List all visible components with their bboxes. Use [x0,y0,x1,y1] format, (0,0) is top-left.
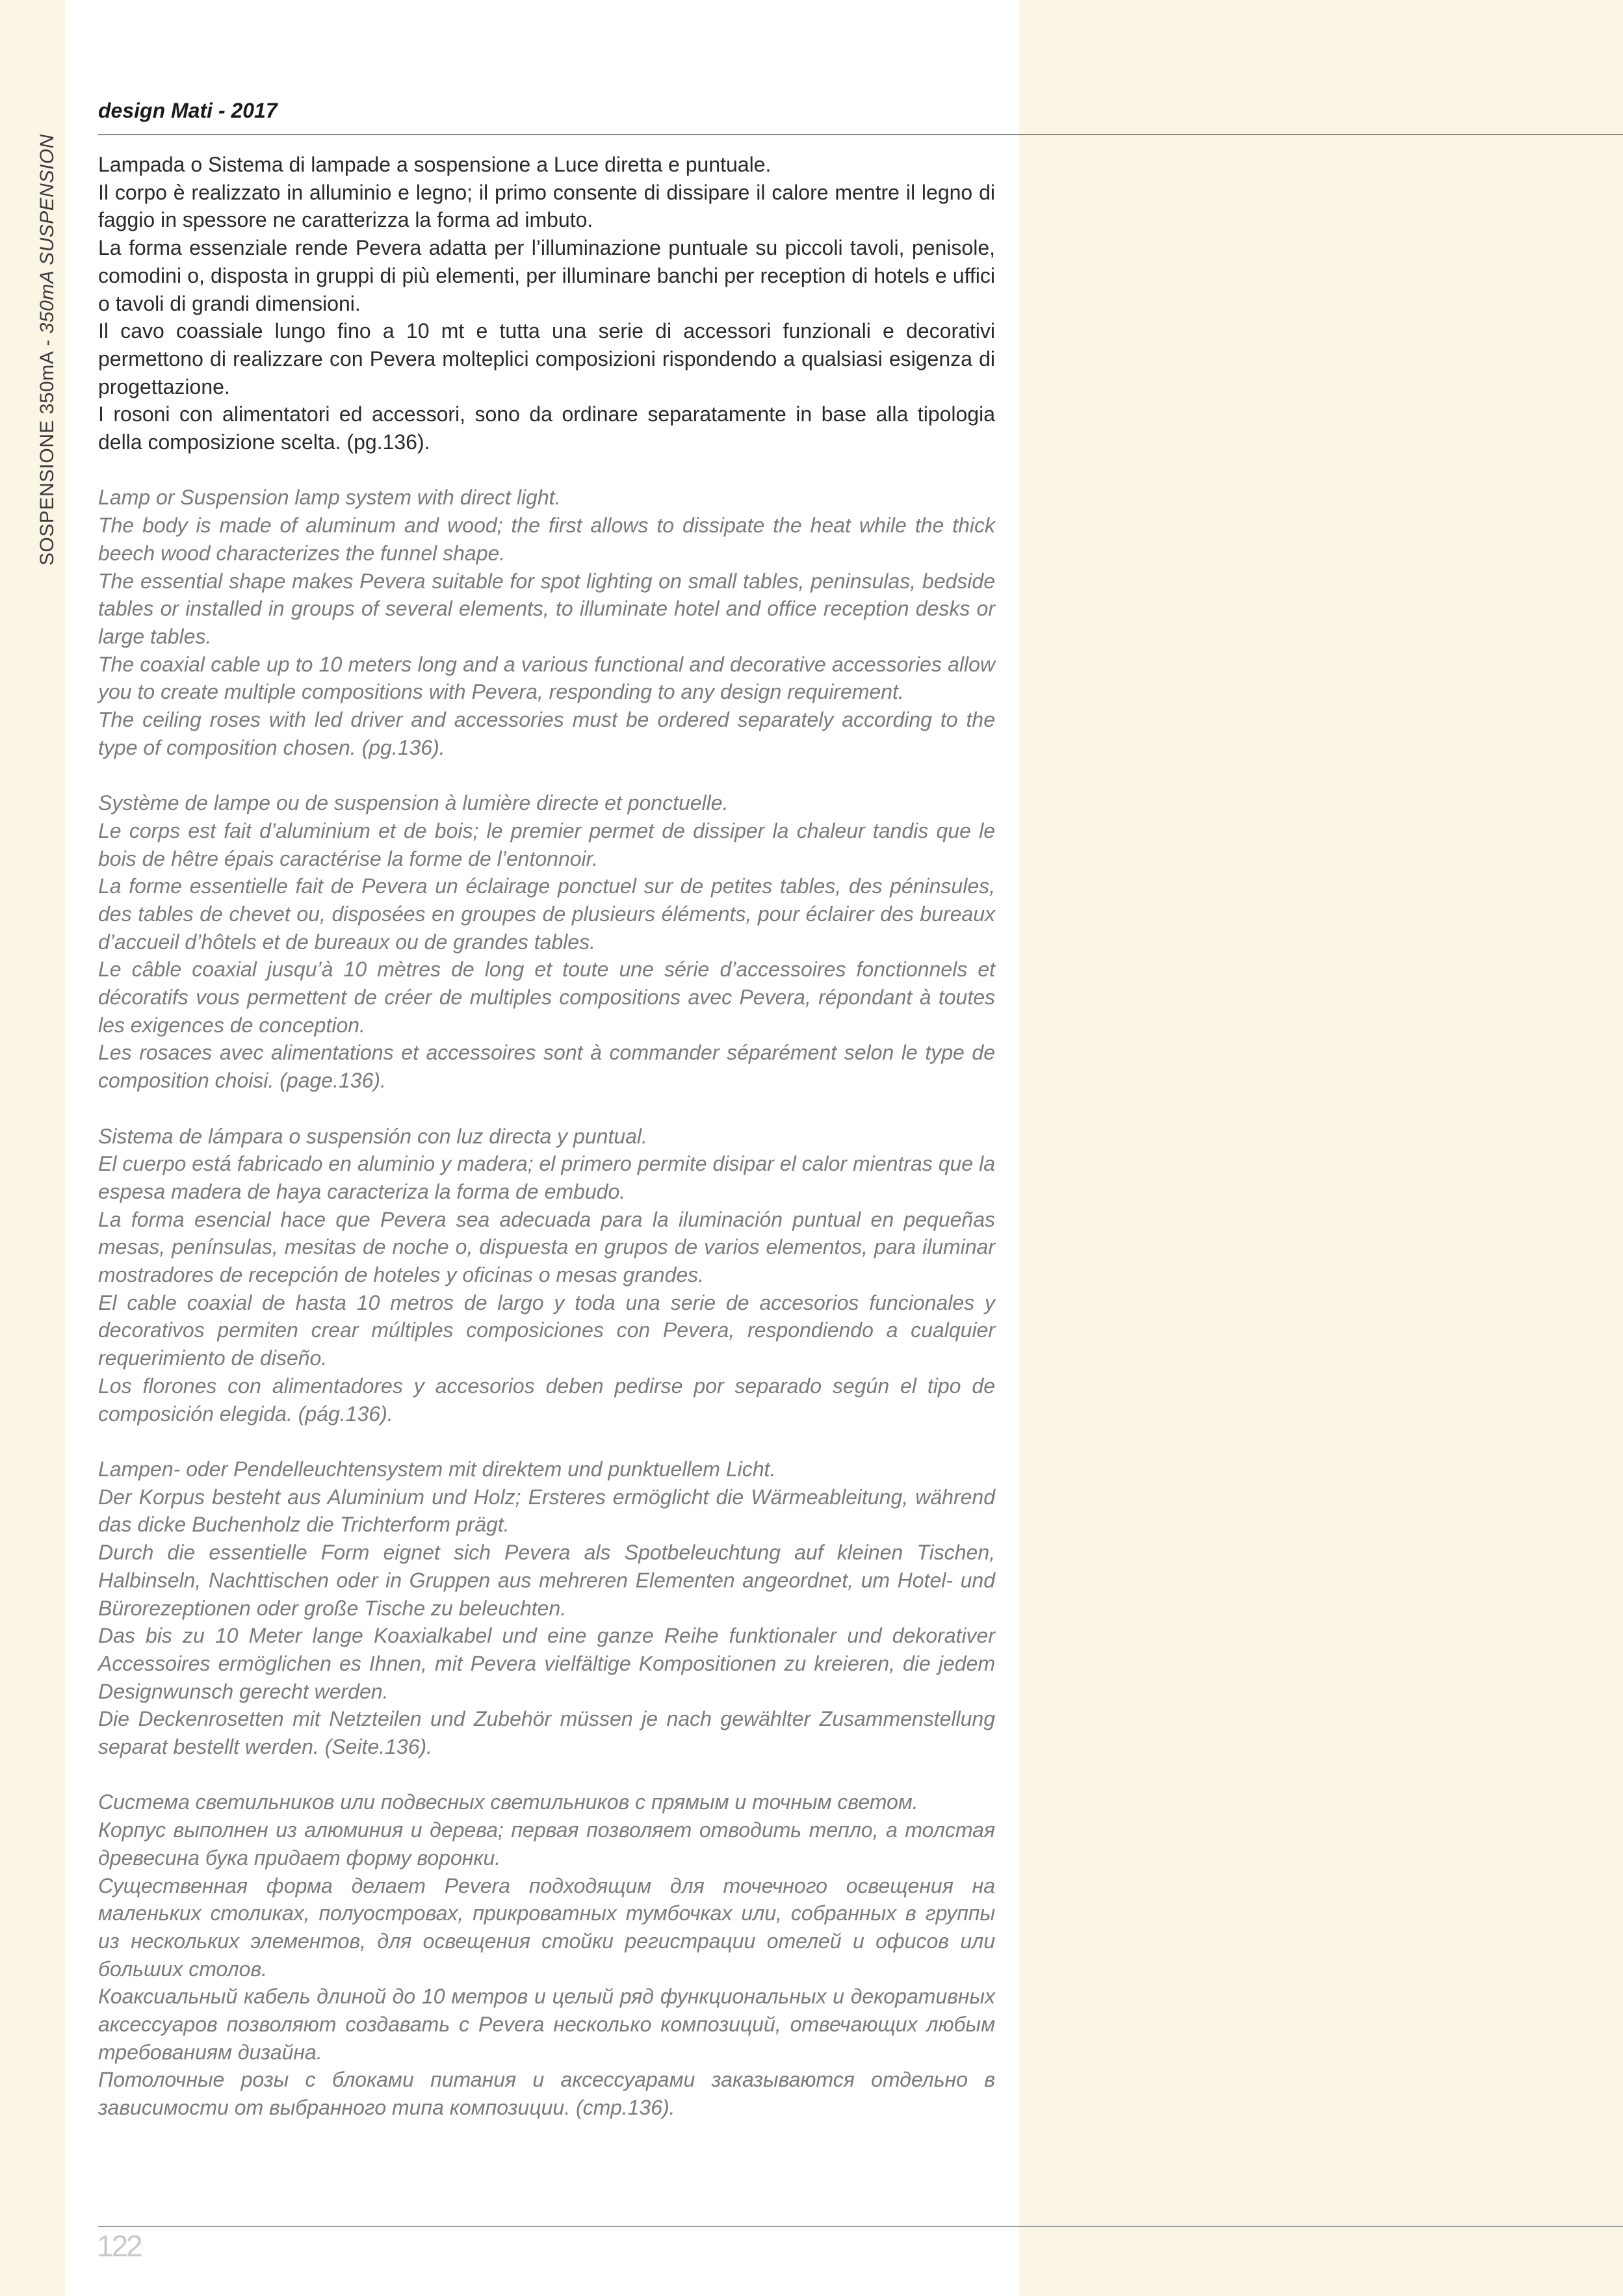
description-line: Die Deckenrosetten mit Netzteilen und Zubehör müssen je nach gewählter Zusammenstellung separat bestellt werden. (Seite.136). [98,1707,995,1759]
section-label-regular: SOSPENSIONE 350mA - [36,333,58,566]
description-line: Потолочные розы с блоками питания и аксессуарами заказываются отдельно в зависимости от выбранного типа композиции. (стр.136). [98,2068,995,2120]
description-line: Корпус выполнен из алюминия и дерева; первая позволяет отводить тепло, а толстая древесина бука придает форму воронки. [98,1818,995,1870]
description-line: La forma essenziale rende Pevera adatta per l’illuminazione puntuale su piccoli tavoli, penisole, comodini o, disposta in gruppi di più elementi, per illuminare banchi per reception di hotels e uffici o tavoli di grandi dimensioni. [98,236,995,315]
description-line: I rosoni con alimentatori ed accessori, sono da ordinare separatamente in base alla tipologia della composizione scelta. (pg.136). [98,402,995,454]
description-line: Lampada o Sistema di lampade a sospensione a Luce diretta e puntuale. [98,153,772,176]
footer-rule [98,2226,1623,2227]
description-line: Il cavo coassiale lungo fino a 10 mt e tutta una serie di accessori funzionali e decorativi permettono di realizzare con Pevera molteplici composizioni rispondendo a qualsiasi esigenza di progettazione. [98,319,995,398]
description-line: Существенная форма делает Pevera подходящим для точечного освещения на маленьких столиках, полуостровах, прикроватных тумбочках или, собранных в группы из нескольких элементов, для освещения стойки регистрации отелей и офисов или больших столов. [98,1873,995,1981]
description-line: Коаксиальный кабель длиной до 10 метров и целый ряд функциональных и декоративных аксессуаров позволяют создавать с Pevera несколько композиций, отвечающих любым требованиям дизайна. [98,1985,995,2064]
description-line: Les rosaces avec alimentations et accessoires sont à commander séparément selon le type de composition choisi. (page.136). [98,1041,995,1093]
vertical-section-label [36,134,58,566]
description-line: Система светильников или подвесных светильников с прямым и точным светом. [98,1790,918,1814]
header-rule [98,134,1623,135]
designer-year-title: design Mati - 2017 [98,99,278,122]
page-number: 122 [97,2229,141,2263]
description-line: Système de lampe ou de suspension à lumière directe et ponctuelle. [98,791,729,815]
description-line: The body is made of aluminum and wood; the first allows to dissipate the heat while the thick beech wood characterizes the funnel shape. [98,514,995,565]
description-line: La forma esencial hace que Pevera sea adecuada para la iluminación puntual en pequeñas mesas, penínsulas, mesitas de noche o, dispuesta en grupos de varios elementos, para iluminar mostradores de recepción de hoteles y oficinas o mesas grandes. [98,1207,995,1287]
spanish-description [98,1123,995,1428]
description-line: Lamp or Suspension lamp system with direct light. [98,486,561,510]
description-line: Los florones con alimentadores y accesorios deben pedirse por separado según el tipo de composición elegida. (pág.136). [98,1374,995,1426]
description-line: Sistema de lámpara o suspensión con luz directa y puntual. [98,1124,647,1148]
description-line: El cable coaxial de hasta 10 metros de largo y toda una serie de accesorios funcionales y decorativos permiten crear múltiples composiciones con Pevera, respondiendo a cualquier requerimiento de diseño. [98,1290,995,1370]
french-description [98,789,995,1095]
description-line: Il corpo è realizzato in alluminio e legno; il primo consente di dissipare il calore mentre il legno di faggio in spessore ne caratterizza la forma ad imbuto. [98,180,995,232]
russian-description [98,1788,995,2121]
german-description [98,1455,995,1761]
description-line: Durch die essentielle Form eignet sich Pevera als Spotbeleuchtung auf kleinen Tischen, Halbinseln, Nachttischen oder in Gruppen aus mehreren Elementen angeordnet, um Hotel- und Bürorezeptionen oder große Tische zu beleuchten. [98,1541,995,1620]
description-line: The essential shape makes Pevera suitable for spot lighting on small tables, peninsulas, bedside tables or installed in groups of several elements, to illuminate hotel and office reception desks or large tables. [98,569,995,648]
italian-description [98,151,995,456]
description-line: The ceiling roses with led driver and accessories must be ordered separately according to the type of composition chosen. (pg.136). [98,708,995,759]
description-line: La forme essentielle fait de Pevera un éclairage ponctuel sur de petites tables, des péninsules, des tables de chevet ou, disposées en groupes de plusieurs éléments, pour éclairer des bureaux d’accueil d’hôtels et de bureaux ou de grandes tables. [98,874,995,954]
description-line: The coaxial cable up to 10 meters long and a various functional and decorative accessories allow you to create multiple compositions with Pevera, responding to any design requirement. [98,652,995,704]
description-line: Lampen- oder Pendelleuchtensystem mit direktem und punktuellem Licht. [98,1457,776,1481]
description-text [98,151,995,2122]
description-line: Le corps est fait d’aluminium et de bois; le premier permet de dissiper la chaleur tandis que le bois de hêtre épais caractérise la forme de l’entonnoir. [98,818,995,870]
description-line: Der Korpus besteht aus Aluminium und Holz; Ersteres ermöglicht die Wärmeableitung, während das dicke Buchenholz die Trichterform prägt. [98,1485,995,1537]
description-line: Le câble coaxial jusqu’à 10 mètres de long et toute une série d’accessoires fonctionnels et décoratifs vous permettent de créer de multiples compositions avec Pevera, répondant à toutes les exigences de conception. [98,958,995,1037]
description-line: El cuerpo está fabricado en aluminio y madera; el primero permite disipar el calor mientras que la espesa madera de haya caracteriza la forma de embudo. [98,1152,995,1203]
section-label-italic: 350mA SUSPENSION [36,134,58,334]
description-line: Das bis zu 10 Meter lange Koaxialkabel und eine ganze Reihe funktionaler und dekorativer Accessoires ermöglichen es Ihnen, mit Pevera vielfältige Kompositionen zu kreieren, die jedem Designwunsch gerecht werden. [98,1624,995,1703]
english-description [98,484,995,761]
right-side-panel [1019,0,1623,2296]
